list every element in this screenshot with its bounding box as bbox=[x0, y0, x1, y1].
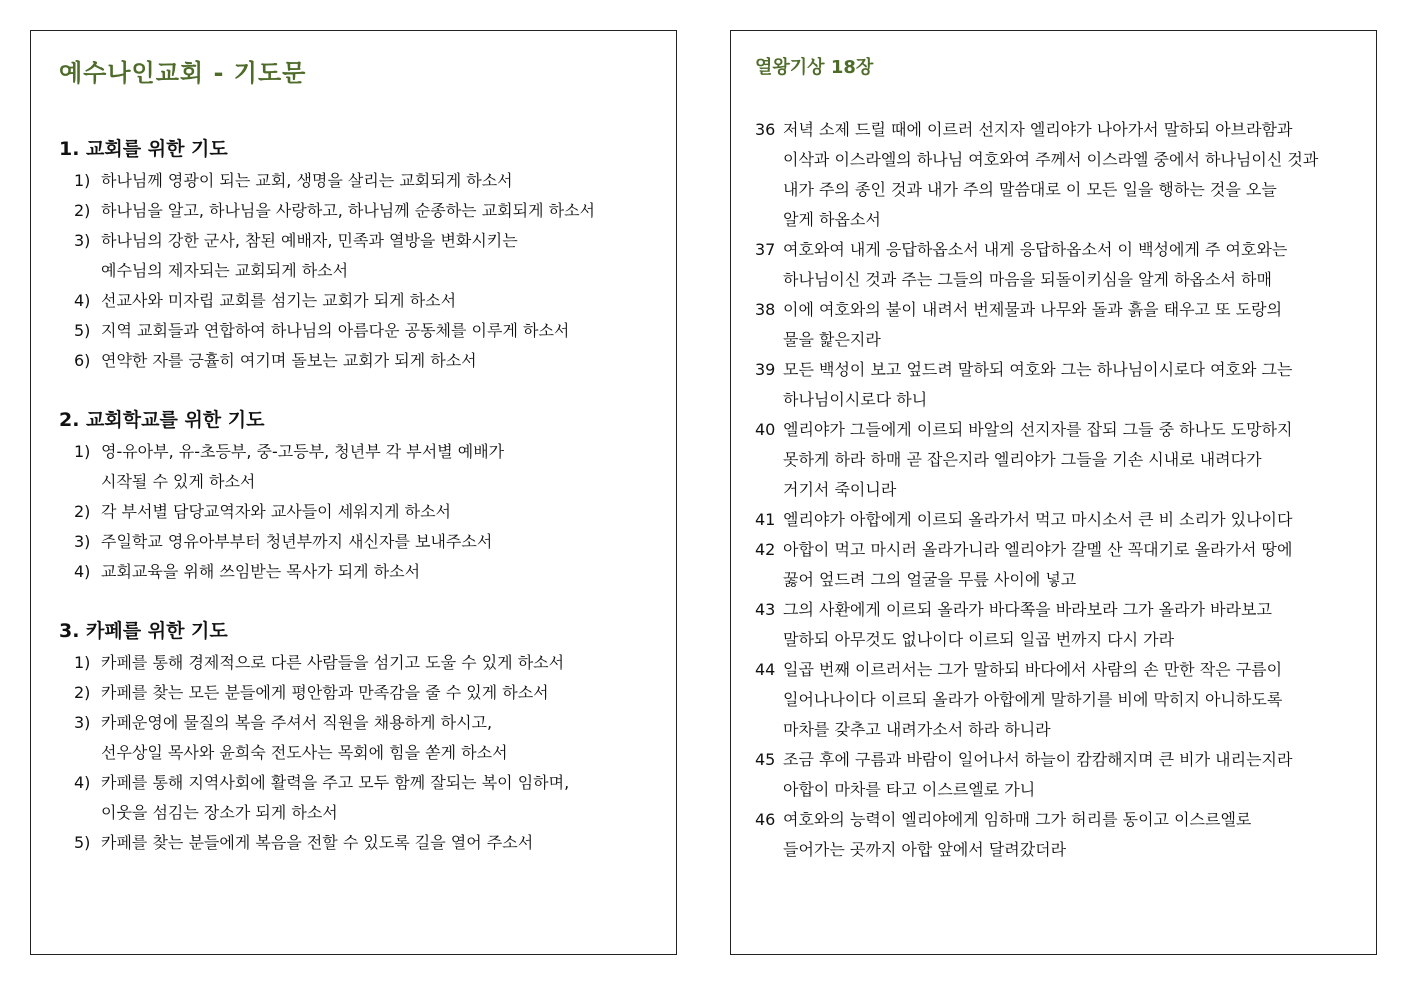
section-heading: 3. 카페를 위한 기도 bbox=[59, 620, 228, 642]
verse-text-line: 이삭과 이스라엘의 하나님 여호와여 주께서 이스라엘 중에서 하나님이신 것과 bbox=[783, 150, 1319, 169]
item-number: 4) bbox=[74, 773, 91, 792]
verse-text-line: 이에 여호와의 불이 내려서 번제물과 나무와 돌과 흙을 태우고 또 도랑의 bbox=[783, 300, 1283, 319]
prayer-item bbox=[59, 286, 668, 316]
item-text-line: 선우상일 목사와 윤희숙 전도사는 목회에 힘을 쏟게 하소서 bbox=[101, 743, 508, 762]
item-number: 3) bbox=[74, 231, 91, 250]
item-text-line: 하나님을 알고, 하나님을 사랑하고, 하나님께 순종하는 교회되게 하소서 bbox=[101, 201, 595, 220]
verse-number: 39 bbox=[755, 360, 776, 379]
prayer-section bbox=[59, 614, 668, 858]
verse-text-line: 엘리야가 아합에게 이르되 올라가서 먹고 마시소서 큰 비 소리가 있나이다 bbox=[783, 510, 1293, 529]
verse-text-line: 물을 핥은지라 bbox=[783, 330, 881, 349]
item-number: 5) bbox=[74, 833, 91, 852]
verse-number: 40 bbox=[755, 420, 776, 439]
prayer-item bbox=[59, 768, 668, 828]
item-text-line: 카페운영에 물질의 복을 주셔서 직원을 채용하게 하시고, bbox=[101, 713, 493, 732]
verse-text-line: 들어가는 곳까지 아합 앞에서 달려갔더라 bbox=[783, 840, 1067, 859]
prayer-panel bbox=[30, 30, 677, 955]
prayer-item bbox=[59, 497, 668, 527]
verse bbox=[755, 415, 1370, 505]
item-number: 4) bbox=[74, 562, 91, 581]
item-number: 5) bbox=[74, 321, 91, 340]
prayer-section bbox=[59, 132, 668, 376]
prayer-item bbox=[59, 196, 668, 226]
verse-number: 44 bbox=[755, 660, 776, 679]
verse bbox=[755, 595, 1370, 655]
item-text-line: 하나님께 영광이 되는 교회, 생명을 살리는 교회되게 하소서 bbox=[101, 171, 513, 190]
verse bbox=[755, 235, 1370, 295]
verse-text-line: 여호와의 능력이 엘리야에게 임하매 그가 허리를 동이고 이스르엘로 bbox=[783, 810, 1252, 829]
verse bbox=[755, 535, 1370, 595]
prayer-item bbox=[59, 678, 668, 708]
prayer-item bbox=[59, 557, 668, 587]
item-text-line: 각 부서별 담당교역자와 교사들이 세워지게 하소서 bbox=[101, 502, 452, 521]
verse-text-line: 하나님이신 것과 주는 그들의 마음을 되돌이키심을 알게 하옵소서 하매 bbox=[783, 270, 1272, 289]
verse-number: 46 bbox=[755, 810, 776, 829]
verse-text-line: 그의 사환에게 이르되 올라가 바다쪽을 바라보라 그가 올라가 바라보고 bbox=[783, 600, 1272, 619]
verse bbox=[755, 295, 1370, 355]
prayer-item bbox=[59, 437, 668, 497]
verse bbox=[755, 655, 1370, 745]
prayer-item bbox=[59, 708, 668, 768]
item-number: 2) bbox=[74, 683, 91, 702]
verse-number: 42 bbox=[755, 540, 776, 559]
prayer-item bbox=[59, 648, 668, 678]
section-heading: 2. 교회학교를 위한 기도 bbox=[59, 409, 265, 431]
verse-number: 36 bbox=[755, 120, 776, 139]
verse-text-line: 아합이 먹고 마시러 올라가니라 엘리야가 갈멜 산 꼭대기로 올라가서 땅에 bbox=[783, 540, 1293, 559]
verse-number: 38 bbox=[755, 300, 776, 319]
verse-number: 45 bbox=[755, 750, 776, 769]
verse-text-line: 조금 후에 구름과 바람이 일어나서 하늘이 캄캄해지며 큰 비가 내리는지라 bbox=[783, 750, 1293, 769]
prayer-item bbox=[59, 226, 668, 286]
item-number: 3) bbox=[74, 532, 91, 551]
verse-text-line: 내가 주의 종인 것과 내가 주의 말씀대로 이 모든 일을 행하는 것을 오늘 bbox=[783, 180, 1277, 199]
item-text-line: 연약한 자를 긍휼히 여기며 돌보는 교회가 되게 하소서 bbox=[101, 351, 477, 370]
verse bbox=[755, 115, 1370, 235]
item-number: 1) bbox=[74, 442, 91, 461]
item-text-line: 교회교육을 위해 쓰임받는 목사가 되게 하소서 bbox=[101, 562, 421, 581]
item-number: 2) bbox=[74, 201, 91, 220]
verse-number: 41 bbox=[755, 510, 776, 529]
prayer-sections bbox=[59, 132, 668, 885]
item-text-line: 카페를 통해 지역사회에 활력을 주고 모두 함께 잘되는 복이 임하며, bbox=[101, 773, 570, 792]
verse-text-line: 마차를 갖추고 내려가소서 하라 하니라 bbox=[783, 720, 1051, 739]
verse-number: 37 bbox=[755, 240, 776, 259]
item-text-line: 선교사와 미자립 교회를 섬기는 교회가 되게 하소서 bbox=[101, 291, 457, 310]
item-text-line: 영-유아부, 유-초등부, 중-고등부, 청년부 각 부서별 예배가 bbox=[101, 442, 505, 461]
verse-text-line: 꿇어 엎드려 그의 얼굴을 무릎 사이에 넣고 bbox=[783, 570, 1077, 589]
item-text-line: 카페를 통해 경제적으로 다른 사람들을 섬기고 도울 수 있게 하소서 bbox=[101, 653, 565, 672]
verse-text-line: 말하되 아무것도 없나이다 이르되 일곱 번까지 다시 가라 bbox=[783, 630, 1175, 649]
verse-text-line: 저녁 소제 드릴 때에 이르러 선지자 엘리야가 나아가서 말하되 아브라함과 bbox=[783, 120, 1293, 139]
verse-text-line: 여호와여 내게 응답하옵소서 내게 응답하옵소서 이 백성에게 주 여호와는 bbox=[783, 240, 1288, 259]
item-text-line: 예수님의 제자되는 교회되게 하소서 bbox=[101, 261, 349, 280]
item-text-line: 이웃을 섬김는 장소가 되게 하소서 bbox=[101, 803, 338, 822]
item-text-line: 카페를 찾는 모든 분들에게 평안함과 만족감을 줄 수 있게 하소서 bbox=[101, 683, 549, 702]
verse-text-line: 거기서 죽이니라 bbox=[783, 480, 897, 499]
prayer-title: 예수나인교회 - 기도문 bbox=[59, 59, 307, 87]
item-number: 3) bbox=[74, 713, 91, 732]
scripture-title: 열왕기상 18장 bbox=[755, 57, 874, 78]
item-text-line: 지역 교회들과 연합하여 하나님의 아름다운 공동체를 이루게 하소서 bbox=[101, 321, 570, 340]
verse-text-line: 엘리야가 그들에게 이르되 바알의 선지자를 잡되 그들 중 하나도 도망하지 bbox=[783, 420, 1293, 439]
item-text-line: 시작될 수 있게 하소서 bbox=[101, 472, 256, 491]
prayer-section bbox=[59, 403, 668, 587]
verse bbox=[755, 805, 1370, 865]
item-number: 1) bbox=[74, 171, 91, 190]
verse-text-line: 일어나나이다 이르되 올라가 아합에게 말하기를 비에 막히지 아니하도록 bbox=[783, 690, 1283, 709]
verse bbox=[755, 355, 1370, 415]
verse-text-line: 아합이 마차를 타고 이스르엘로 가니 bbox=[783, 780, 1036, 799]
prayer-item bbox=[59, 316, 668, 346]
item-text-line: 주일학교 영유아부부터 청년부까지 새신자를 보내주소서 bbox=[101, 532, 493, 551]
section-heading: 1. 교회를 위한 기도 bbox=[59, 138, 228, 160]
verse-list bbox=[755, 115, 1370, 865]
item-number: 2) bbox=[74, 502, 91, 521]
verse-number: 43 bbox=[755, 600, 776, 619]
item-text-line: 하나님의 강한 군사, 참된 예배자, 민족과 열방을 변화시키는 bbox=[101, 231, 518, 250]
verse bbox=[755, 745, 1370, 805]
verse-text-line: 알게 하옵소서 bbox=[783, 210, 881, 229]
verse-text-line: 모든 백성이 보고 엎드려 말하되 여호와 그는 하나님이시로다 여호와 그는 bbox=[783, 360, 1293, 379]
prayer-item bbox=[59, 346, 668, 376]
verse-text-line: 하나님이시로다 하니 bbox=[783, 390, 928, 409]
item-text-line: 카페를 찾는 분들에게 복음을 전할 수 있도록 길을 열어 주소서 bbox=[101, 833, 534, 852]
prayer-item bbox=[59, 828, 668, 858]
item-number: 6) bbox=[74, 351, 91, 370]
prayer-item bbox=[59, 166, 668, 196]
verse-text-line: 못하게 하라 하매 곧 잡은지라 엘리야가 그들을 기손 시내로 내려다가 bbox=[783, 450, 1262, 469]
verse-text-line: 일곱 번째 이르러서는 그가 말하되 바다에서 사람의 손 만한 작은 구름이 bbox=[783, 660, 1283, 679]
verse bbox=[755, 505, 1370, 535]
item-number: 4) bbox=[74, 291, 91, 310]
prayer-item bbox=[59, 527, 668, 557]
item-number: 1) bbox=[74, 653, 91, 672]
scripture-panel bbox=[730, 30, 1377, 955]
